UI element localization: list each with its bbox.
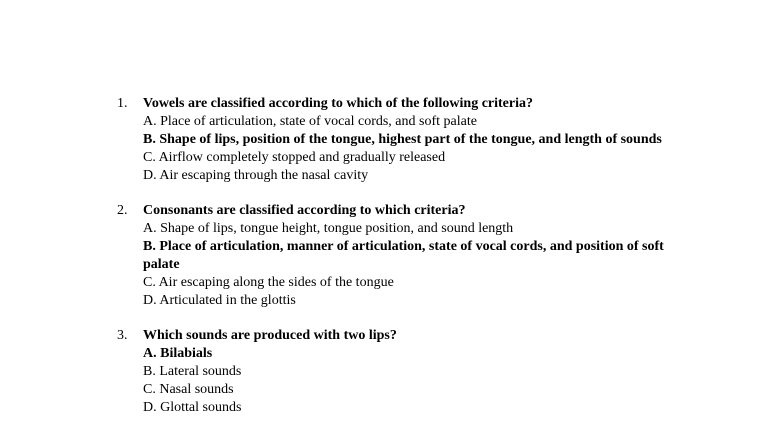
answer-option: A. Place of articulation, state of vocal cords, and soft palate <box>143 114 477 129</box>
answer-option: D. Articulated in the glottis <box>143 293 296 308</box>
answer-option: C. Nasal sounds <box>143 382 234 397</box>
answer-option: C. Airflow completely stopped and gradually released <box>143 150 446 165</box>
answer-option: D. Air escaping through the nasal cavity <box>143 168 369 183</box>
question-item <box>117 202 697 310</box>
question-item <box>117 95 697 185</box>
answer-option: C. Air escaping along the sides of the tongue <box>143 275 394 290</box>
question-number: 2. <box>117 203 128 218</box>
question-item <box>117 327 697 417</box>
answer-options <box>143 345 697 417</box>
question-number: 1. <box>117 96 128 111</box>
answer-option: A. Shape of lips, tongue height, tongue position, and sound length <box>143 221 514 236</box>
answer-option: D. Glottal sounds <box>143 400 242 415</box>
answer-options <box>143 113 697 185</box>
answer-option: B. Lateral sounds <box>143 364 242 379</box>
answer-option-correct: B. Place of articulation, manner of articulation, state of vocal cords, and position of soft palate <box>143 239 664 272</box>
question-number: 3. <box>117 328 128 343</box>
answer-option-correct: A. Bilabials <box>143 346 213 361</box>
answer-option-correct: B. Shape of lips, position of the tongue, highest part of the tongue, and length of sounds <box>143 132 662 147</box>
question-text: Consonants are classified according to which criteria? <box>143 203 466 218</box>
answer-options <box>143 220 697 310</box>
question-text: Vowels are classified according to which of the following criteria? <box>143 96 534 111</box>
question-text: Which sounds are produced with two lips? <box>143 328 397 343</box>
question-list <box>117 95 697 434</box>
